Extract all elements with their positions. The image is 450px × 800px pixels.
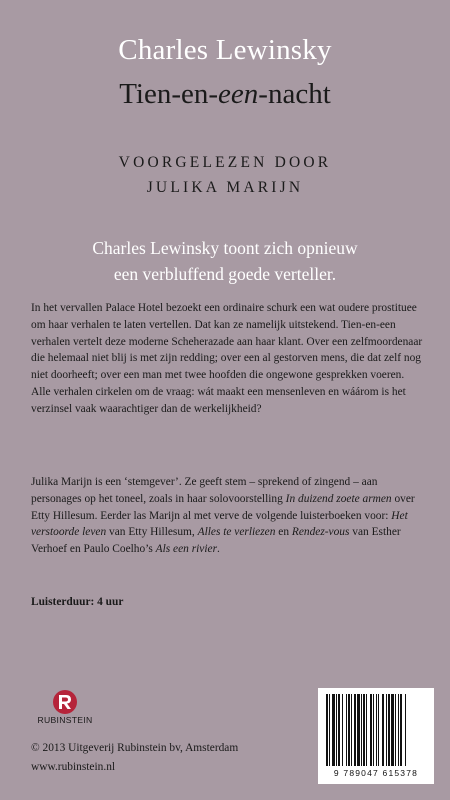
barcode-bar <box>348 694 350 766</box>
bio-book-title: Rendez-vous <box>291 526 350 539</box>
barcode-bar <box>400 694 402 766</box>
barcode-bar <box>354 694 356 766</box>
bio-text: en <box>275 526 292 539</box>
bio-book-title: Alles te verliezen <box>197 526 276 539</box>
reader-credit <box>0 150 450 200</box>
publisher-website[interactable]: www.rubinstein.nl <box>31 761 116 773</box>
barcode-bar <box>346 694 347 766</box>
publisher-logo-icon <box>50 689 80 715</box>
barcode-bar <box>395 694 396 766</box>
barcode-bar <box>357 694 360 766</box>
barcode-bar <box>342 694 343 766</box>
reader-line-2: JULIKA MARIJN <box>146 179 304 196</box>
barcode-bar <box>361 694 362 766</box>
bio-text: . <box>217 543 220 556</box>
barcode-bar <box>351 694 352 766</box>
title-part-2: -nacht <box>258 78 331 110</box>
barcode-bar <box>386 694 387 766</box>
isbn-number: 9 789047 615378 <box>333 768 419 778</box>
barcode-icon <box>326 694 426 766</box>
barcode-bar <box>398 694 399 766</box>
tagline <box>0 235 450 287</box>
bio-text: Julika Marijn is een ‘stemgever’. Ze geeft stem – sprekend of zingend – aan personages op het toneel, zoals in haar solovoorstelling <box>31 476 378 505</box>
publisher-logo <box>30 689 100 727</box>
bio-text: van Etty Hillesum, <box>106 526 198 539</box>
author-name: Charles Lewinsky <box>118 34 332 66</box>
barcode-bar <box>336 694 337 766</box>
reader-bio-paragraph <box>31 474 423 558</box>
description-paragraph: In het vervallen Palace Hotel bezoekt een ordinaire schurk een wat oudere prostituee om haar verhalen te laten vertellen. Dat kan ze namelijk uitstekend. Tien-en-een verhalen vertelt deze moderne Scheherazade aan haar klant. Over een zelfmoordenaar die helemaal niet blij is met zijn redding; over een al gestorven mens, die dat zelf nog niet doorheeft; over een man met twee hoofden die ongewone gesprekken voeren. Alle verhalen cirkelen om de vraag: wát maakt een mensenleven en wáárom is het verzinsel vaak waarachtiger dan de werkelijkheid? <box>31 302 423 415</box>
tagline-line-2: een verbluffend goede verteller. <box>113 264 337 284</box>
bio-show-title: In duizend zoete armen <box>285 492 392 505</box>
bio-book-title: Het verstoorde leven <box>31 509 408 539</box>
barcode-bar <box>366 694 367 766</box>
publisher-logo-word: RUBINSTEIN <box>37 715 93 725</box>
bio-book-title: Als een rivier <box>155 543 218 556</box>
copyright-line: © 2013 Uitgeverij Rubinstein bv, Amsterdam <box>31 742 239 754</box>
barcode-bar <box>391 694 394 766</box>
barcode-bar <box>373 694 374 766</box>
barcode-bar <box>378 694 379 766</box>
barcode-bar <box>363 694 365 766</box>
barcode-bar <box>382 694 384 766</box>
book-title <box>0 78 450 111</box>
reader-line-1: VOORGELEZEN DOOR <box>118 154 332 171</box>
barcode-bar <box>326 694 328 766</box>
barcode-bar <box>329 694 330 766</box>
barcode-bar <box>405 694 406 766</box>
barcode-bar <box>370 694 372 766</box>
barcode-bar <box>388 694 390 766</box>
barcode-bar <box>376 694 377 766</box>
title-part-1: Tien-en- <box>119 78 219 110</box>
tagline-line-1: Charles Lewinsky toont zich opnieuw <box>92 238 358 258</box>
title-part-italic: een <box>218 78 259 110</box>
bio-text: over Etty Hillesum. Eerder las Marijn al met verve de volgende luisterboeken voor: <box>31 492 415 522</box>
duration-label: Luisterduur: 4 uur <box>31 596 124 608</box>
bio-text: van Esther Verhoef en Paulo Coelho’s <box>31 526 401 556</box>
barcode-bar <box>332 694 335 766</box>
barcode-bar <box>338 694 340 766</box>
isbn-barcode <box>318 688 434 784</box>
